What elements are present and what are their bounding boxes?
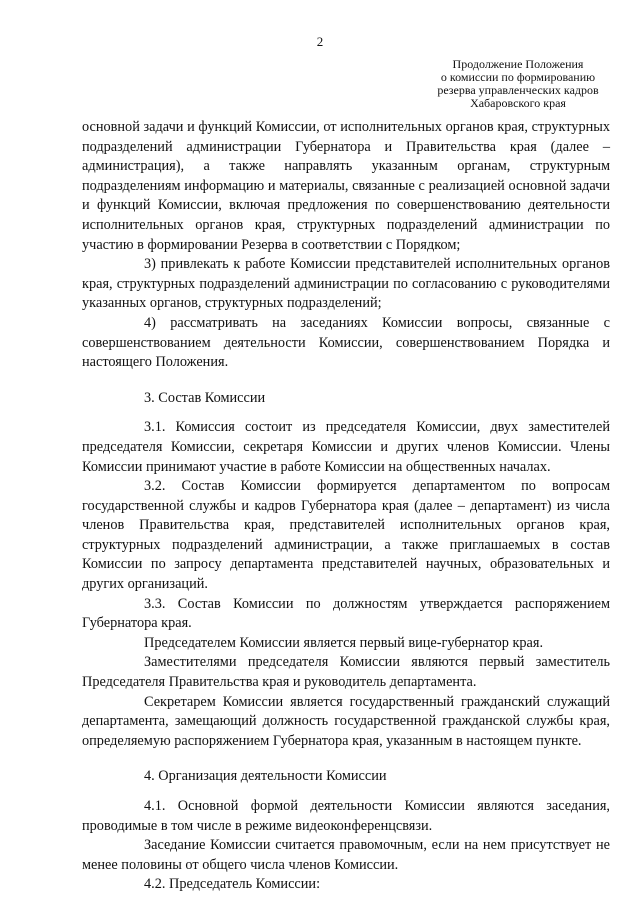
paragraph-continuation: основной задачи и функций Комиссии, от исполнительных органов края, структурных подразделений администрации Губернатора и Правительства края (далее – администрация), а также направлять указанным органам, структурным подразделениям информацию и материалы, связанные с реализацией основной задачи и функций Комиссии, включая предложения по совершенствованию деятельности исполнительных органов края, структурных подразделений администрации по участию в формировании Резерва в соответствии с Порядком; [82,119,610,253]
page-number: 2 [316,34,324,49]
document-body [82,118,610,895]
paragraph-3-3: 3.3. Состав Комиссии по должностям утверждается распоряжением Губернатора края. [82,595,610,632]
header-line: Продолжение Положения [452,57,584,71]
continuation-header [420,58,616,110]
paragraph-deputies: Заместителями председателя Комиссии являются первый заместитель Председателя Правительства края и руководитель департамента. [82,654,610,691]
paragraph-3-1: 3.1. Комиссия состоит из председателя Комиссии, двух заместителей председателя Комиссии, секретаря Комиссии и других членов Комиссии. Члены Комиссии принимают участие в работе Комиссии на общественных началах. [82,419,610,475]
paragraph-4-1: 4.1. Основной формой деятельности Комиссии являются заседания, проводимые в том числе в режиме видеоконференцсвязи. [82,798,610,834]
paragraph-item-3: 3) привлекать к работе Комиссии представителей исполнительных органов края, структурных подразделений администрации по согласованию с руководителями указанных органов, структурных подразделений; [82,256,610,312]
section-heading-3: 3. Состав Комиссии [144,389,266,406]
paragraph-quorum: Заседание Комиссии считается правомочным, если на нем присутствует не менее половины от общего числа членов Комиссии. [82,837,610,873]
paragraph-4-2: 4.2. Председатель Комиссии: [144,876,321,893]
header-line: резерва управленческих кадров [437,83,599,97]
paragraph-item-4: 4) рассматривать на заседаниях Комиссии вопросы, связанные с совершенствованием деятельности Комиссии, совершенствованием Порядка и настоящего Положения. [82,314,610,371]
header-line: о комиссии по формированию [440,70,596,84]
paragraph-secretary: Секретарем Комиссии является государственный гражданский служащий департамента, замещающий должность государственной гражданской службы края, определяемую распоряжением Губернатора края, указанным в настоящем пункте. [82,693,610,749]
header-line: Хабаровского края [470,96,566,110]
section-heading-4: 4. Организация деятельности Комиссии [144,768,387,785]
paragraph-3-2: 3.2. Состав Комиссии формируется департаментом по вопросам государственной службы и кадров Губернатора края (далее – департамент) из числа членов Правительства края, представителей исполнительных органов края, структурных подразделений администрации, а также приглашаемых в состав Комиссии по запросу департамента представителей научных, образовательных и других организаций. [82,478,610,593]
paragraph-chairman: Председателем Комиссии является первый вице-губернатор края. [144,634,544,651]
